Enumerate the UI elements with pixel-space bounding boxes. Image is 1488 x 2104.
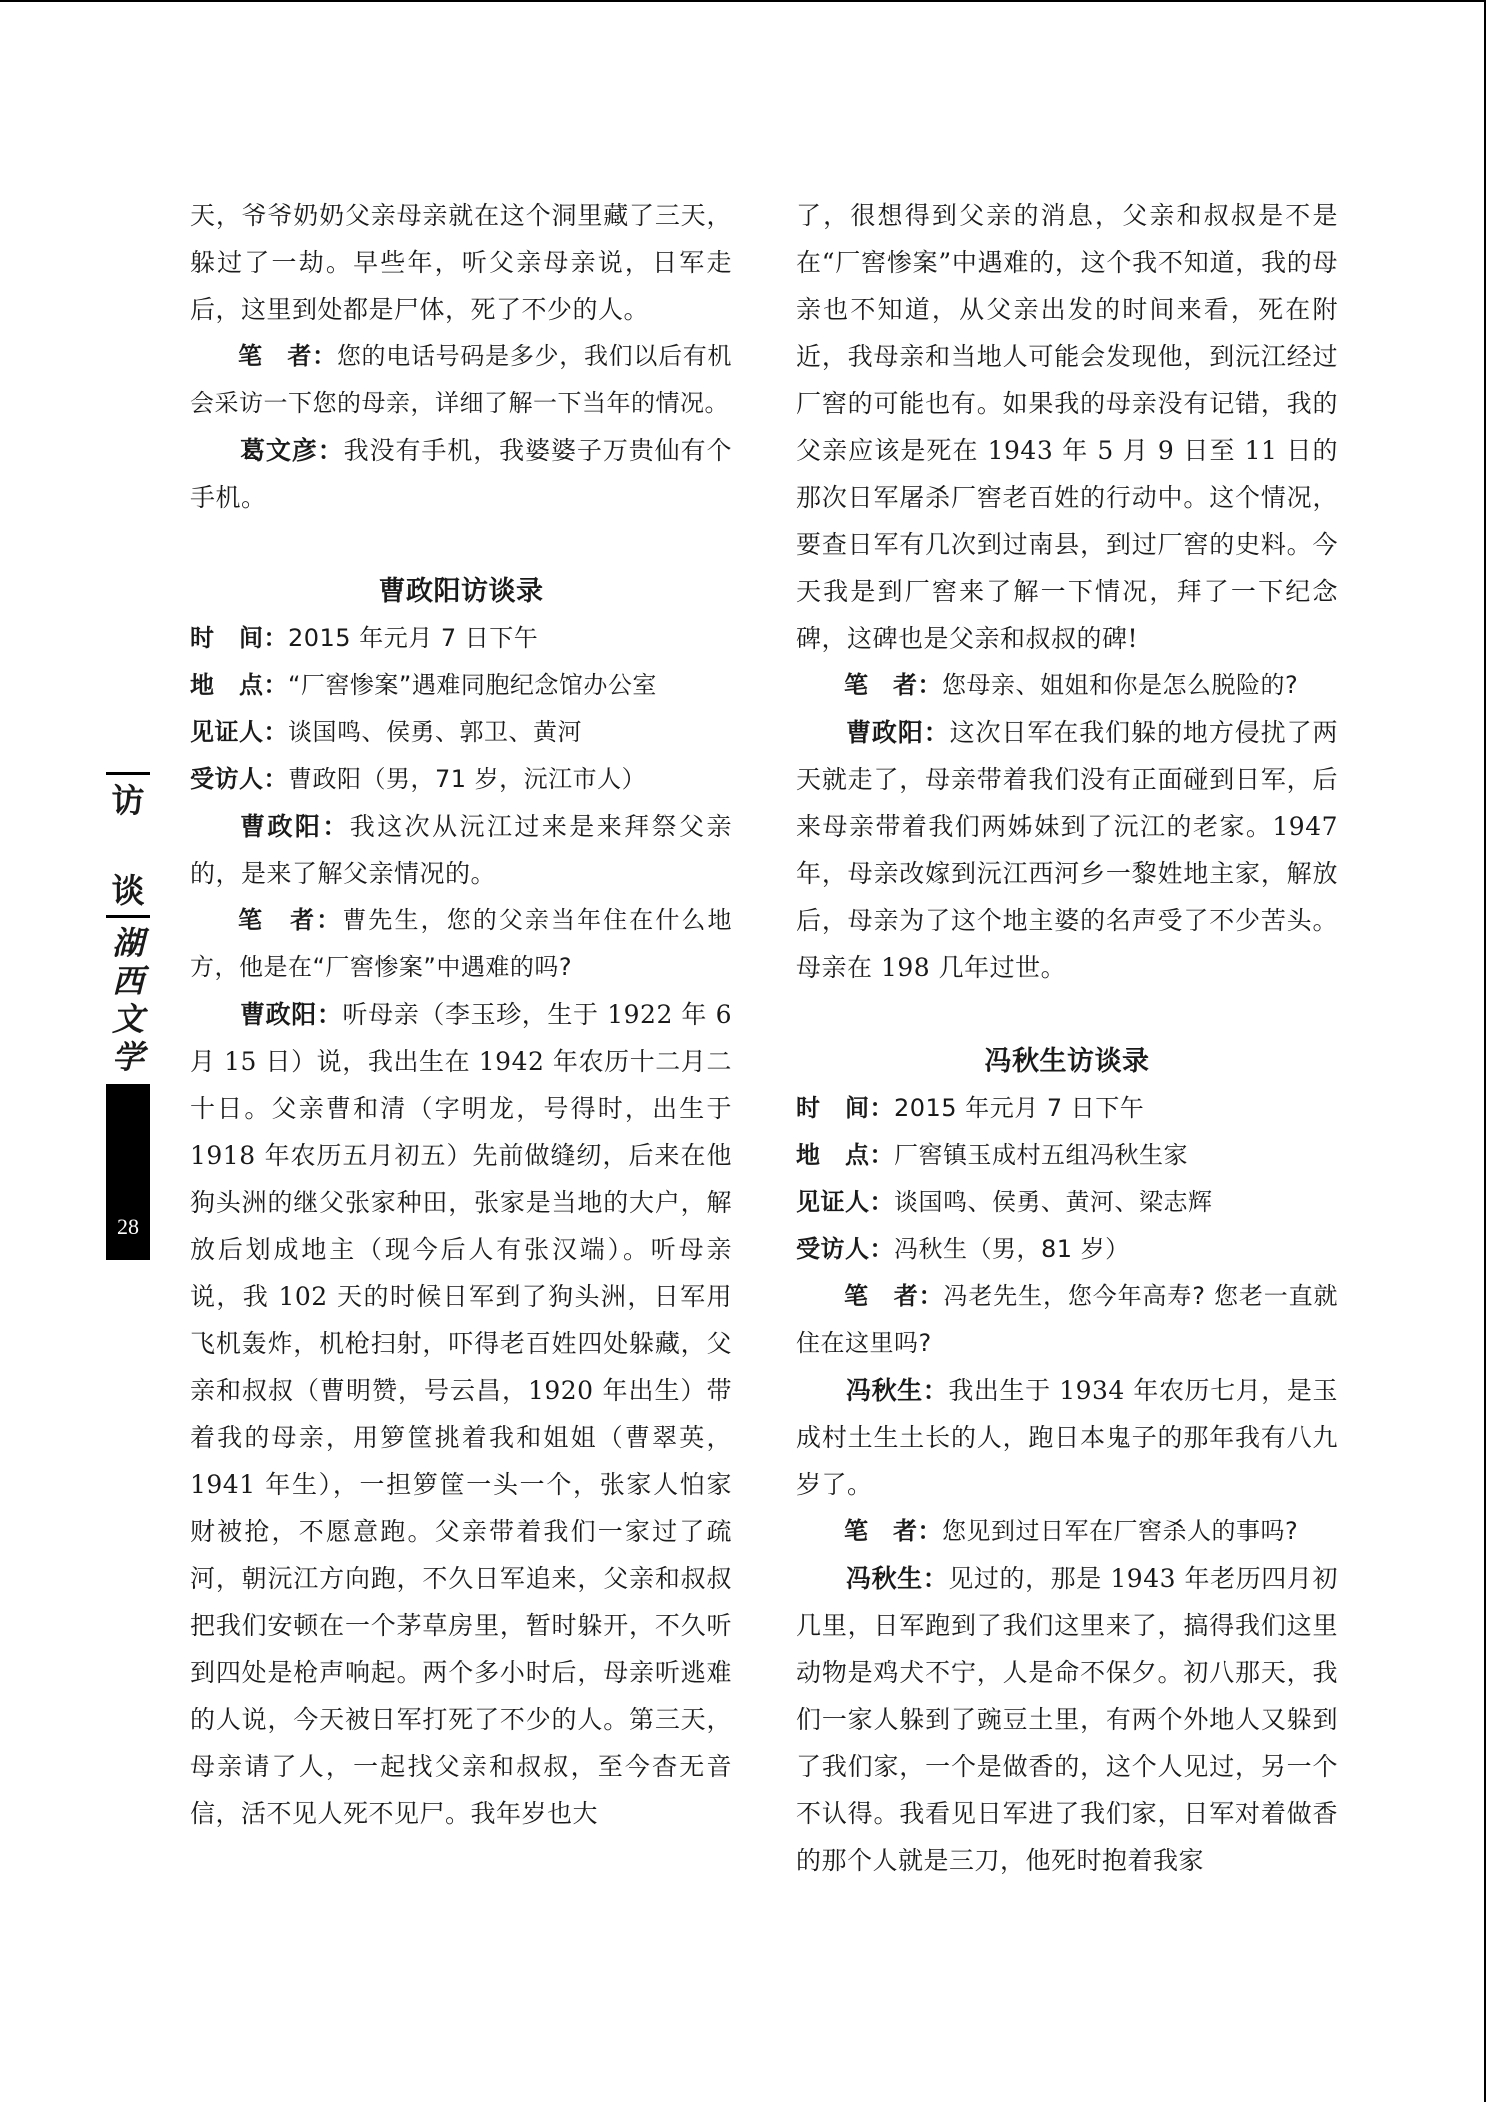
speaker-label: 冯秋生：: [846, 1564, 949, 1593]
meta-value: 2015 年元月 7 日下午: [288, 624, 539, 652]
paragraph: 天，爷爷奶奶父亲母亲就在这个洞里藏了三天，躲过了一劫。早些年，听父亲母亲说，日军走后，这里到处都是尸体，死了不少的人。: [190, 201, 732, 324]
brand-char: 西: [111, 962, 144, 1000]
answer-text: 这次日军在我们躲的地方侵扰了两天就走了，母亲带着我们没有正面碰到日军，后来母亲带着我们两姊妹到了沅江的老家。1947 年，母亲改嫁到沅江西河乡一黎姓地主家，解放后，母亲为了这个地主婆的名声受了不少苦头。母亲在 198 几年过世。: [796, 718, 1338, 982]
speaker-label: 葛文彦：: [240, 436, 344, 465]
question-text: 您母亲、姐姐和你是怎么脱险的?: [942, 671, 1299, 699]
meta-row: [796, 1226, 1338, 1273]
speaker-label: 笔 者：: [844, 1517, 942, 1545]
answer-text: 我没有手机，我婆婆子万贵仙有个手机。: [190, 436, 732, 512]
interviewee-answer: [796, 1367, 1338, 1508]
meta-row: [190, 756, 732, 803]
journal-brand: [106, 924, 150, 1076]
speaker-label: 冯秋生：: [846, 1376, 949, 1405]
interviewer-question: [796, 662, 1338, 709]
question-text: 您的电话号码是多少，我们以后有机会采访一下您的母亲，详细了解一下当年的情况。: [190, 342, 733, 417]
meta-block: [190, 615, 732, 803]
speaker-label: 曹政阳：: [240, 812, 350, 841]
interviewee-answer: [190, 427, 732, 521]
brand-char: 学: [111, 1038, 144, 1076]
meta-label: 见证人：: [190, 718, 288, 746]
interviewee-answer: [190, 803, 732, 897]
page-number-block: [106, 1084, 150, 1260]
brand-char: 文: [111, 1000, 144, 1038]
meta-value: 曹政阳（男，71 岁，沅江市人）: [288, 765, 647, 793]
meta-label: 时 间：: [796, 1094, 894, 1122]
question-text: 曹先生，您的父亲当年住在什么地方，他是在“厂窖惨案”中遇难的吗?: [190, 906, 733, 981]
meta-value: 冯秋生（男，81 岁）: [894, 1235, 1130, 1263]
meta-value: “厂窖惨案”遇难同胞纪念馆办公室: [288, 671, 657, 699]
interviewer-question: [190, 333, 732, 427]
meta-row: [190, 662, 732, 709]
speaker-label: 曹政阳：: [846, 718, 950, 747]
section-sidebar: [106, 772, 150, 1260]
section-title: 曹政阳访谈录: [378, 576, 544, 607]
meta-value: 谈国鸣、侯勇、郭卫、黄河: [288, 718, 582, 746]
meta-row: [190, 615, 732, 662]
interviewer-question: [796, 1508, 1338, 1555]
section-title: 冯秋生访谈录: [984, 1046, 1150, 1077]
speaker-label: 曹政阳：: [240, 1000, 343, 1029]
meta-label: 时 间：: [190, 624, 288, 652]
meta-row: [190, 709, 732, 756]
left-column: [190, 192, 732, 1837]
right-column: [796, 192, 1338, 1884]
speaker-label: 笔 者：: [844, 1282, 944, 1310]
speaker-label: 笔 者：: [238, 342, 337, 370]
meta-label: 地 点：: [796, 1141, 894, 1169]
meta-block: [796, 1085, 1338, 1273]
section-char: 谈: [111, 871, 145, 910]
meta-label: 受访人：: [190, 765, 288, 793]
interviewer-question: [190, 897, 732, 991]
divider: [106, 772, 150, 775]
spacer: [106, 821, 150, 871]
interviewer-question: [796, 1273, 1338, 1367]
interviewee-answer: [796, 709, 1338, 991]
question-text: 您见到过日军在厂窖杀人的事吗?: [942, 1517, 1299, 1545]
meta-label: 受访人：: [796, 1235, 894, 1263]
question-text: 冯老先生，您今年高寿? 您老一直就住在这里吗?: [796, 1282, 1338, 1357]
spacer: [190, 521, 732, 568]
meta-label: 见证人：: [796, 1188, 894, 1216]
speaker-label: 笔 者：: [238, 906, 343, 934]
meta-row: [796, 1179, 1338, 1226]
meta-value: 谈国鸣、侯勇、黄河、梁志辉: [894, 1188, 1213, 1216]
answer-text: 我出生于 1934 年农历七月，是玉成村土生土长的人，跑日本鬼子的那年我有八九岁了。: [796, 1376, 1338, 1499]
meta-value: 2015 年元月 7 日下午: [894, 1094, 1145, 1122]
meta-row: [796, 1132, 1338, 1179]
meta-label: 地 点：: [190, 671, 288, 699]
page-number: 28: [117, 1214, 139, 1239]
brand-char: 湖: [111, 924, 144, 962]
divider: [106, 915, 150, 918]
spacer: [796, 991, 1338, 1038]
answer-text: 见过的，那是 1943 年老历四月初几里，日军跑到了我们这里来了，搞得我们这里动物是鸡犬不宁，人是命不保夕。初八那天，我们一家人躲到了豌豆土里，有两个外地人又躲到了我们家，一个是做香的，这个人见过，另一个不认得。我看见日军进了我们家，日军对着做香的那个人就是三刀，他死时抱着我家: [796, 1564, 1338, 1875]
answer-text: 听母亲（李玉珍，生于 1922 年 6 月 15 日）说，我出生在 1942 年农历十二月二十日。父亲曹和清（字明龙，号得时，出生于 1918 年农历五月初五）先前做缝纫，后来在他狗头洲的继父张家种田，张家是当地的大户，解放后划成地主（现今后人有张汉端）。听母亲说，我 102 天的时候日军到了狗头洲，日军用飞机轰炸，机枪扫射，吓得老百姓四处躲藏，父亲和叔叔（曹明赞，号云昌，1920 年出生）带着我的母亲，用箩筐挑着我和姐姐（曹翠英，1941 年生），一担箩筐一头一个，张家人怕家财被抢，不愿意跑。父亲带着我们一家过了疏河，朝沅江方向跑，不久日军追来，父亲和叔叔把我们安顿在一个茅草房里，暂时躲开，不久听到四处是枪声响起。两个多小时后，母亲听逃难的人说，今天被日军打死了不少的人。第三天，母亲请了人，一起找父亲和叔叔，至今杳无音信，活不见人死不见尸。我年岁也大: [190, 1000, 732, 1828]
paragraph: 了，很想得到父亲的消息，父亲和叔叔是不是在“厂窖惨案”中遇难的，这个我不知道，我的母亲也不知道，从父亲出发的时间来看，死在附近，我母亲和当地人可能会发现他，到沅江经过厂窖的可能也有。如果我的母亲没有记错，我的父亲应该是死在 1943 年 5 月 9 日至 11 日的那次日军屠杀厂窖老百姓的行动中。这个情况，要查日军有几次到过南县，到过厂窖的史料。今天我是到厂窖来了解一下情况，拜了一下纪念碑，这碑也是父亲和叔叔的碑!: [796, 201, 1338, 653]
answer-text: 我这次从沅江过来是来拜祭父亲的，是来了解父亲情况的。: [190, 812, 732, 888]
speaker-label: 笔 者：: [844, 671, 942, 699]
section-char: 访: [111, 781, 145, 820]
meta-row: [796, 1085, 1338, 1132]
interviewee-answer: [190, 991, 732, 1837]
interviewee-answer: [796, 1555, 1338, 1884]
meta-value: 厂窖镇玉成村五组冯秋生家: [894, 1141, 1188, 1169]
